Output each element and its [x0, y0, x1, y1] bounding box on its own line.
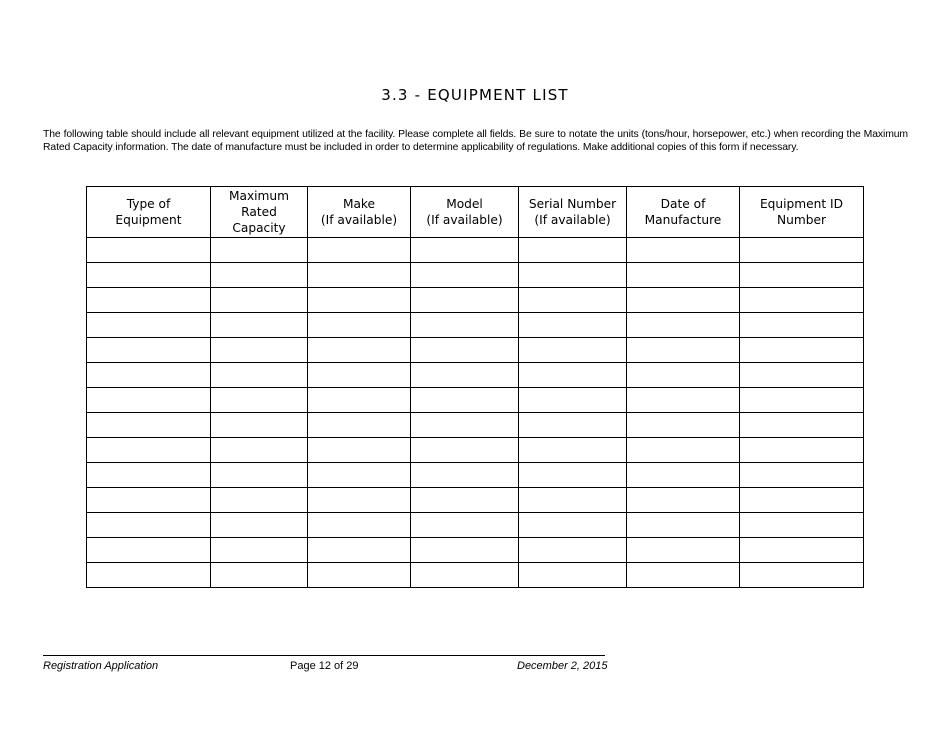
table-cell[interactable] — [87, 313, 211, 338]
table-row — [87, 463, 864, 488]
table-cell[interactable] — [740, 263, 864, 288]
table-cell[interactable] — [87, 363, 211, 388]
table-cell[interactable] — [627, 538, 740, 563]
table-cell[interactable] — [87, 263, 211, 288]
table-cell[interactable] — [627, 488, 740, 513]
table-cell[interactable] — [740, 488, 864, 513]
table-cell[interactable] — [87, 463, 211, 488]
footer-date: December 2, 2015 — [517, 660, 608, 672]
page-title: 3.3 - EQUIPMENT LIST — [381, 86, 569, 104]
table-cell[interactable] — [211, 463, 308, 488]
table-cell[interactable] — [740, 238, 864, 263]
table-cell[interactable] — [308, 313, 411, 338]
table-cell[interactable] — [627, 563, 740, 588]
table-body — [87, 238, 864, 588]
instructions-paragraph: The following table should include all relevant equipment utilized at the facility. Please complete all fields. Be sure to notate the units (tons/hour, horsepower, etc.) when recording the Maximum Rated Capacity information. The date of manufacture must be included in order to determine applicability of regulations. Make additional copies of this form if necessary. — [43, 129, 908, 153]
header-line: Type of — [126, 197, 171, 211]
table-cell[interactable] — [411, 263, 519, 288]
table-cell[interactable] — [519, 563, 627, 588]
table-cell[interactable] — [411, 363, 519, 388]
table-cell[interactable] — [308, 263, 411, 288]
table-cell[interactable] — [308, 538, 411, 563]
table-cell[interactable] — [411, 338, 519, 363]
table-cell[interactable] — [87, 238, 211, 263]
table-cell[interactable] — [519, 463, 627, 488]
table-cell[interactable] — [627, 363, 740, 388]
table-cell[interactable] — [411, 288, 519, 313]
table-cell[interactable] — [519, 263, 627, 288]
header-line: Rated — [241, 205, 277, 219]
table-cell[interactable] — [519, 338, 627, 363]
table-cell[interactable] — [308, 463, 411, 488]
header-line: Maximum — [228, 189, 290, 203]
table-row — [87, 263, 864, 288]
table-row — [87, 563, 864, 588]
table-cell[interactable] — [308, 363, 411, 388]
footer-document-name: Registration Application — [43, 660, 159, 672]
table-cell[interactable] — [87, 388, 211, 413]
header-line: Serial Number — [528, 197, 617, 211]
table-cell[interactable] — [411, 538, 519, 563]
table-cell[interactable] — [740, 338, 864, 363]
table-cell[interactable] — [87, 538, 211, 563]
table-cell[interactable] — [308, 563, 411, 588]
table-cell[interactable] — [411, 413, 519, 438]
header-line: Capacity — [232, 221, 286, 235]
table-cell[interactable] — [411, 238, 519, 263]
table-cell[interactable] — [211, 413, 308, 438]
table-cell[interactable] — [627, 263, 740, 288]
header-line: Equipment — [115, 213, 182, 227]
header-model — [411, 187, 519, 238]
table-cell[interactable] — [740, 538, 864, 563]
header-equipment-id-number — [740, 187, 864, 238]
table-cell[interactable] — [627, 338, 740, 363]
table-cell[interactable] — [411, 488, 519, 513]
header-line: Date of — [660, 197, 706, 211]
table-cell[interactable] — [519, 313, 627, 338]
table-cell[interactable] — [519, 488, 627, 513]
header-date-of-manufacture — [627, 187, 740, 238]
footer-divider — [43, 655, 605, 656]
table-cell[interactable] — [211, 288, 308, 313]
table-cell[interactable] — [87, 513, 211, 538]
table-row — [87, 313, 864, 338]
table-cell[interactable] — [308, 513, 411, 538]
table-cell[interactable] — [411, 438, 519, 463]
table-cell[interactable] — [627, 388, 740, 413]
table-cell[interactable] — [519, 363, 627, 388]
table-cell[interactable] — [87, 488, 211, 513]
table-cell[interactable] — [519, 288, 627, 313]
table-cell[interactable] — [308, 288, 411, 313]
table-cell[interactable] — [411, 463, 519, 488]
table-cell[interactable] — [740, 513, 864, 538]
header-line: Number — [777, 213, 826, 227]
table-cell[interactable] — [519, 538, 627, 563]
table-cell[interactable] — [519, 388, 627, 413]
table-row — [87, 288, 864, 313]
table-cell[interactable] — [740, 463, 864, 488]
table-cell[interactable] — [87, 438, 211, 463]
table-cell[interactable] — [87, 338, 211, 363]
table-cell[interactable] — [211, 313, 308, 338]
table-cell[interactable] — [411, 513, 519, 538]
table-cell[interactable] — [627, 463, 740, 488]
table-cell[interactable] — [308, 238, 411, 263]
table-cell[interactable] — [87, 413, 211, 438]
table-cell[interactable] — [627, 513, 740, 538]
table-cell[interactable] — [627, 438, 740, 463]
table-row — [87, 538, 864, 563]
table-cell[interactable] — [627, 238, 740, 263]
table-row — [87, 488, 864, 513]
table-cell[interactable] — [740, 288, 864, 313]
table-row — [87, 338, 864, 363]
table-cell[interactable] — [740, 363, 864, 388]
header-line: Make — [342, 197, 376, 211]
table-row — [87, 413, 864, 438]
table-cell[interactable] — [519, 413, 627, 438]
table-cell[interactable] — [211, 238, 308, 263]
table-cell[interactable] — [308, 388, 411, 413]
header-line: Manufacture — [644, 213, 722, 227]
table-row — [87, 238, 864, 263]
header-serial-number — [519, 187, 627, 238]
header-make — [308, 187, 411, 238]
table-cell[interactable] — [308, 438, 411, 463]
equipment-table — [86, 186, 864, 588]
table-cell[interactable] — [87, 288, 211, 313]
table-cell[interactable] — [211, 338, 308, 363]
table-cell[interactable] — [211, 563, 308, 588]
table-row — [87, 513, 864, 538]
table-cell[interactable] — [211, 513, 308, 538]
table-cell[interactable] — [519, 513, 627, 538]
table-cell[interactable] — [308, 338, 411, 363]
table-row — [87, 438, 864, 463]
table-cell[interactable] — [87, 563, 211, 588]
table-cell[interactable] — [211, 488, 308, 513]
table-cell[interactable] — [211, 388, 308, 413]
table-cell[interactable] — [740, 313, 864, 338]
table-row — [87, 363, 864, 388]
table-row — [87, 388, 864, 413]
header-line: Equipment ID — [759, 197, 843, 211]
footer-page-number: Page 12 of 29 — [290, 660, 359, 672]
header-line: (If available) — [320, 213, 398, 227]
table-cell[interactable] — [740, 438, 864, 463]
table-cell[interactable] — [211, 538, 308, 563]
table-cell[interactable] — [519, 238, 627, 263]
table-cell[interactable] — [627, 413, 740, 438]
table-cell[interactable] — [740, 413, 864, 438]
table-cell[interactable] — [411, 388, 519, 413]
table-cell[interactable] — [211, 363, 308, 388]
table-cell[interactable] — [211, 263, 308, 288]
table-cell[interactable] — [411, 563, 519, 588]
header-maximum-rated-capacity — [211, 187, 308, 238]
table-cell[interactable] — [308, 413, 411, 438]
header-line: Model — [446, 197, 483, 211]
table-cell[interactable] — [627, 313, 740, 338]
table-cell[interactable] — [211, 438, 308, 463]
table-header-row — [87, 187, 864, 238]
table-cell[interactable] — [740, 388, 864, 413]
header-line: (If available) — [534, 213, 611, 227]
table-cell[interactable] — [411, 313, 519, 338]
table-cell[interactable] — [627, 288, 740, 313]
header-line: (If available) — [426, 213, 503, 227]
table-cell[interactable] — [519, 438, 627, 463]
table-cell[interactable] — [740, 563, 864, 588]
header-type-of-equipment — [87, 187, 211, 238]
table-cell[interactable] — [308, 488, 411, 513]
